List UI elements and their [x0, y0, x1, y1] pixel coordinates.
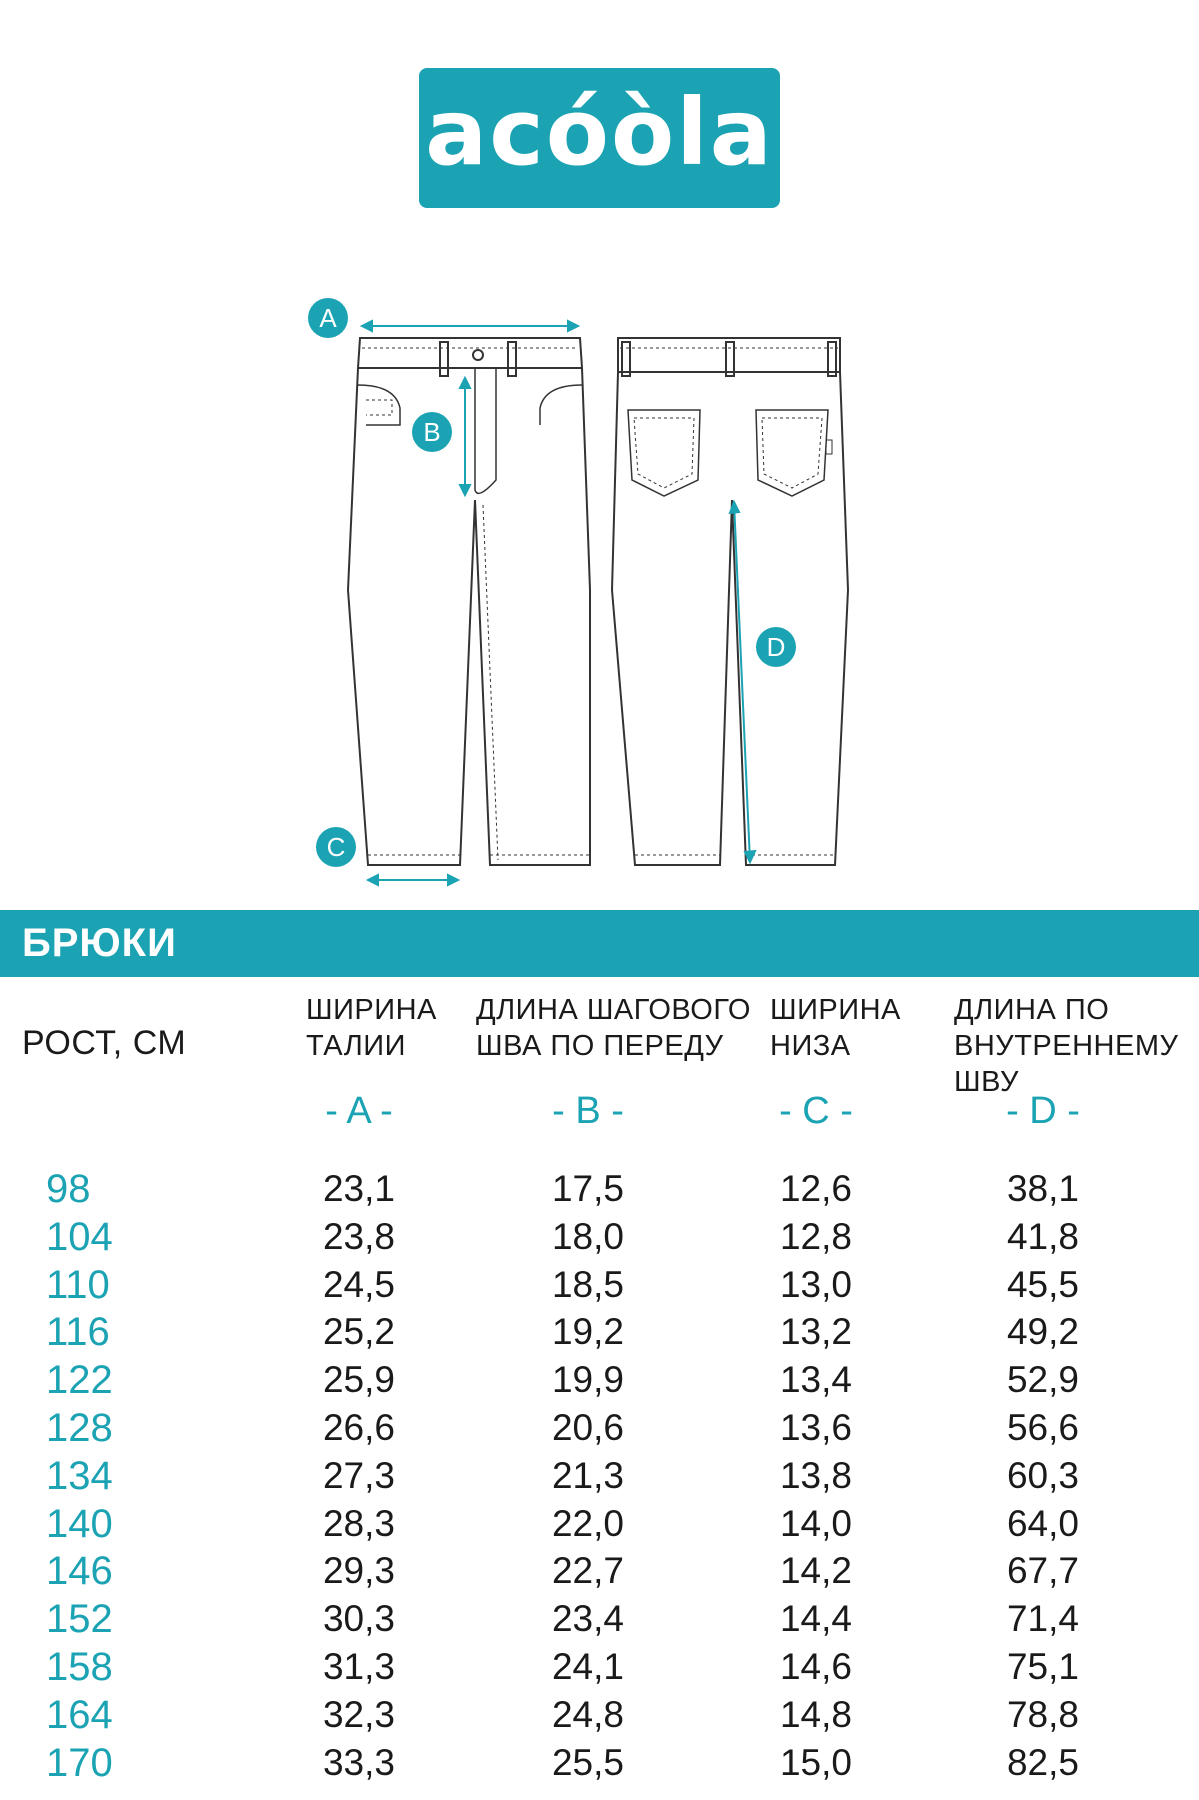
hem-width-cell: 14,2	[779, 1550, 852, 1592]
front-inseam-cell: 21,3	[551, 1454, 624, 1496]
table-row	[0, 1739, 1199, 1787]
table-row	[0, 1308, 1199, 1356]
inner-seam-cell: 60,3	[1006, 1454, 1079, 1496]
section-title-band	[0, 910, 1199, 977]
hem-width-cell: 14,4	[779, 1598, 852, 1640]
column-header-inner-seam-length: ДЛИНА ПО ВНУТРЕННЕМУ ШВУ	[954, 994, 1179, 1098]
marker-c	[316, 827, 356, 867]
column-header-height: РОСТ, СМ	[22, 1024, 187, 1062]
inner-seam-cell: 75,1	[1006, 1645, 1079, 1687]
height-cell: 116	[46, 1310, 110, 1355]
hem-width-cell: 13,0	[779, 1263, 852, 1305]
table-row	[0, 1452, 1199, 1500]
height-cell: 104	[46, 1214, 113, 1259]
hem-width-cell: 13,8	[779, 1454, 852, 1496]
table-row	[0, 1404, 1199, 1452]
marker-d	[756, 627, 796, 667]
waist-width-cell: 25,2	[322, 1311, 395, 1353]
waist-width-cell: 25,9	[322, 1359, 395, 1401]
hem-width-cell: 13,2	[779, 1311, 852, 1353]
table-row	[0, 1261, 1199, 1309]
inner-seam-cell: 56,6	[1006, 1406, 1079, 1448]
height-cell: 146	[46, 1549, 113, 1594]
inner-seam-cell: 52,9	[1006, 1359, 1079, 1401]
marker-a	[308, 298, 348, 338]
hem-width-cell: 15,0	[779, 1741, 852, 1783]
front-inseam-cell: 17,5	[551, 1168, 624, 1209]
front-inseam-cell: 23,4	[551, 1598, 624, 1640]
brand-logo	[419, 68, 780, 208]
height-cell: 98	[46, 1167, 91, 1211]
height-cell: 140	[46, 1501, 113, 1546]
front-inseam-cell: 20,6	[551, 1406, 624, 1448]
front-inseam-cell: 19,2	[551, 1311, 624, 1353]
marker-b	[412, 412, 452, 452]
section-title: БРЮКИ	[22, 921, 177, 965]
column-header-hem-width: ШИРИНА НИЗА	[770, 994, 901, 1062]
table-row	[0, 1356, 1199, 1404]
size-table	[0, 1165, 1199, 1786]
waist-width-cell: 30,3	[322, 1598, 395, 1640]
table-row	[0, 1500, 1199, 1548]
pants-diagram	[300, 290, 860, 890]
waist-width-cell: 31,3	[322, 1645, 395, 1687]
svg-text:C: C	[326, 832, 346, 862]
svg-text:B: B	[423, 417, 441, 447]
table-row	[0, 1165, 1199, 1213]
svg-text:A: A	[319, 303, 337, 333]
height-cell: 158	[46, 1644, 113, 1689]
waist-width-cell: 26,6	[322, 1406, 395, 1448]
height-cell: 164	[46, 1692, 113, 1737]
front-inseam-cell: 25,5	[551, 1741, 624, 1783]
column-code-c: - C -	[779, 1090, 853, 1132]
waist-width-cell: 27,3	[322, 1454, 395, 1496]
waist-width-cell: 24,5	[322, 1263, 395, 1305]
inner-seam-cell: 82,5	[1006, 1741, 1079, 1783]
front-inseam-cell: 22,7	[551, 1550, 624, 1592]
inner-seam-cell: 71,4	[1006, 1598, 1079, 1640]
hem-width-cell: 14,8	[779, 1693, 852, 1735]
inner-seam-cell: 41,8	[1006, 1215, 1079, 1257]
brand-logo-text: acóòla	[425, 79, 774, 186]
waist-width-cell: 23,1	[322, 1168, 395, 1209]
height-cell: 134	[46, 1453, 113, 1498]
inner-seam-cell: 67,7	[1006, 1550, 1079, 1592]
measurement-lines	[362, 321, 755, 885]
pants-front-illustration	[348, 338, 590, 865]
inner-seam-cell: 64,0	[1006, 1502, 1079, 1544]
table-row	[0, 1643, 1199, 1691]
column-code-d: - D -	[1006, 1090, 1080, 1132]
inner-seam-cell: 38,1	[1006, 1168, 1079, 1209]
front-inseam-cell: 18,5	[551, 1263, 624, 1305]
column-header-waist-width: ШИРИНА ТАЛИИ	[306, 994, 437, 1062]
front-inseam-cell: 19,9	[551, 1359, 624, 1401]
waist-width-cell: 23,8	[322, 1215, 395, 1257]
front-inseam-cell: 22,0	[551, 1502, 624, 1544]
hem-width-cell: 12,6	[779, 1168, 852, 1209]
waist-width-cell: 29,3	[322, 1550, 395, 1592]
column-code-b: - B -	[552, 1090, 624, 1132]
pants-back-illustration	[612, 338, 848, 865]
waist-width-cell: 33,3	[322, 1741, 395, 1783]
table-row	[0, 1595, 1199, 1643]
svg-text:D: D	[766, 632, 786, 662]
front-inseam-cell: 24,8	[551, 1693, 624, 1735]
column-header-front-inseam: ДЛИНА ШАГОВОГО ШВА ПО ПЕРЕДУ	[476, 994, 751, 1062]
height-cell: 128	[46, 1405, 113, 1450]
front-inseam-cell: 24,1	[551, 1645, 624, 1687]
hem-width-cell: 13,4	[779, 1359, 852, 1401]
height-cell: 110	[46, 1262, 110, 1307]
front-inseam-cell: 18,0	[551, 1215, 624, 1257]
hem-width-cell: 14,6	[779, 1645, 852, 1687]
table-row	[0, 1213, 1199, 1261]
waist-width-cell: 32,3	[322, 1693, 395, 1735]
inner-seam-cell: 45,5	[1006, 1263, 1079, 1305]
height-cell: 152	[46, 1597, 113, 1642]
column-code-a: - A -	[325, 1090, 393, 1132]
inner-seam-cell: 78,8	[1006, 1693, 1079, 1735]
hem-width-cell: 13,6	[779, 1406, 852, 1448]
table-row	[0, 1691, 1199, 1739]
height-cell: 122	[46, 1358, 113, 1403]
waist-width-cell: 28,3	[322, 1502, 395, 1544]
hem-width-cell: 14,0	[779, 1502, 852, 1544]
table-row	[0, 1547, 1199, 1595]
height-cell: 170	[46, 1740, 113, 1785]
hem-width-cell: 12,8	[779, 1215, 852, 1257]
inner-seam-cell: 49,2	[1006, 1311, 1079, 1353]
